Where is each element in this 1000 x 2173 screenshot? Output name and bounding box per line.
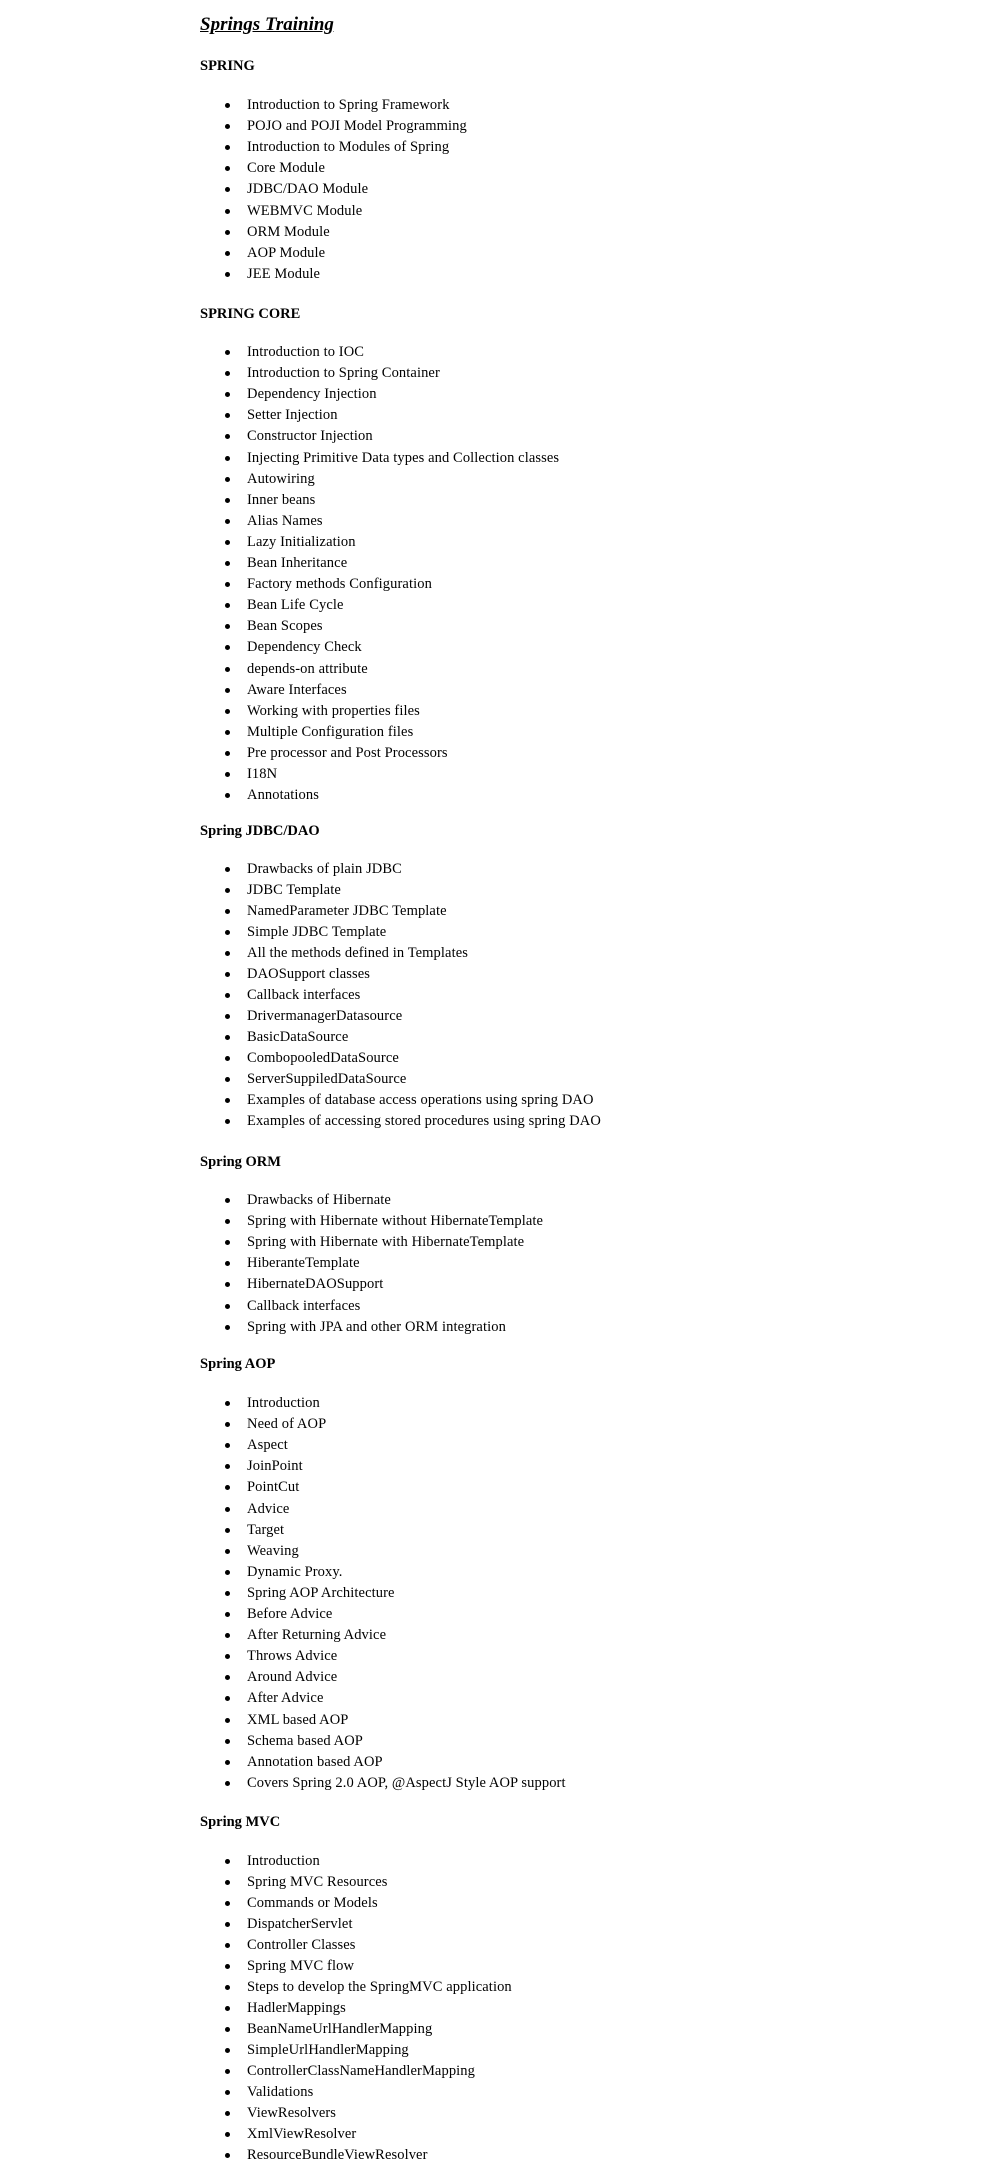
list-item-text: Dependency Injection [247, 386, 377, 402]
bullet-icon [225, 867, 230, 872]
bullet-icon [225, 888, 230, 893]
list-item-text: CombopooledDataSource [247, 1050, 399, 1066]
bullet-icon [225, 1056, 230, 1061]
list-item-text: Weaving [247, 1543, 299, 1559]
bullet-icon [225, 1675, 230, 1680]
bullet-icon [225, 413, 230, 418]
list-item-text: Dynamic Proxy. [247, 1564, 343, 1580]
list-item-text: JoinPoint [247, 1458, 303, 1474]
list-item-text: ServerSuppiledDataSource [247, 1071, 407, 1087]
list-item-text: Introduction to IOC [247, 344, 365, 360]
list-item-text: ORM Module [247, 224, 330, 240]
section-0 [200, 56, 960, 282]
bullet-icon [225, 951, 230, 956]
list-item-text: HadlerMappings [247, 2000, 346, 2016]
bullet-icon [225, 1943, 230, 1948]
bullet-icon [225, 392, 230, 397]
section-5 [200, 1812, 960, 2163]
bullet-icon [225, 2006, 230, 2011]
list-item-text: HiberanteTemplate [247, 1255, 360, 1271]
list-item-text: After Advice [247, 1690, 324, 1706]
bullet-icon [225, 272, 230, 277]
bullet-icon [225, 1718, 230, 1723]
section-heading: Spring JDBC/DAO [200, 823, 320, 839]
bullet-icon [225, 124, 230, 129]
bullet-icon [225, 1654, 230, 1659]
section-heading: SPRING [200, 58, 255, 74]
bullet-icon [225, 1739, 230, 1744]
bullet-icon [225, 1035, 230, 1040]
bullet-icon [225, 350, 230, 355]
bullet-icon [225, 1401, 230, 1406]
list-item-text: Before Advice [247, 1606, 333, 1622]
bullet-icon [225, 1098, 230, 1103]
list-item-text: HibernateDAOSupport [247, 1276, 384, 1292]
list-item-text: Examples of accessing stored procedures using spring DAO [247, 1113, 601, 1129]
bullet-icon [225, 1119, 230, 1124]
bullet-icon [225, 1261, 230, 1266]
bullet-icon [225, 371, 230, 376]
bullet-icon [225, 103, 230, 108]
list-item-text: depends-on attribute [247, 661, 368, 677]
list-item-text: Spring with Hibernate without HibernateTemplate [247, 1213, 544, 1229]
list-item-text: BasicDataSource [247, 1029, 349, 1045]
list-item-text: Core Module [247, 160, 326, 176]
bullet-icon [225, 1422, 230, 1427]
list-item-text: Around Advice [247, 1669, 338, 1685]
bullet-icon [225, 1325, 230, 1330]
list-item-text: ResourceBundleViewResolver [247, 2147, 428, 2163]
bullet-icon [225, 1507, 230, 1512]
bullet-icon [225, 2027, 230, 2032]
list-item-text: JEE Module [247, 266, 321, 282]
section-heading: Spring MVC [200, 1814, 281, 1830]
list-item-text: Setter Injection [247, 407, 338, 423]
list-item-text: Introduction to Modules of Spring [247, 139, 450, 155]
bullet-icon [225, 2132, 230, 2137]
bullet-icon [225, 1612, 230, 1617]
bullet-icon [225, 1549, 230, 1554]
bullet-icon [225, 751, 230, 756]
bullet-icon [225, 477, 230, 482]
list-item-text: Examples of database access operations using spring DAO [247, 1092, 594, 1108]
bullet-icon [225, 1443, 230, 1448]
bullet-icon [225, 2069, 230, 2074]
bullet-icon [225, 251, 230, 256]
bullet-icon [225, 1964, 230, 1969]
list-item-text: Covers Spring 2.0 AOP, @AspectJ Style AOP support [247, 1775, 566, 1791]
bullet-icon [225, 1985, 230, 1990]
bullet-icon [225, 456, 230, 461]
section-3 [200, 1152, 960, 1335]
bullet-icon [225, 1014, 230, 1019]
list-item-text: Bean Life Cycle [247, 597, 344, 613]
list-item-text: Callback interfaces [247, 1298, 361, 1314]
bullet-icon [225, 230, 230, 235]
bullet-icon [225, 1077, 230, 1082]
list-item-text: Working with properties files [247, 703, 420, 719]
list-item-text: Callback interfaces [247, 987, 361, 1003]
list-item-text: Spring MVC Resources [247, 1874, 388, 1890]
section-1 [200, 304, 960, 803]
bullet-icon [225, 1591, 230, 1596]
bullet-icon [225, 2111, 230, 2116]
bullet-icon [225, 1219, 230, 1224]
bullet-icon [225, 1528, 230, 1533]
list-item-text: XmlViewResolver [247, 2126, 357, 2142]
list-item-text: Advice [247, 1501, 290, 1517]
bullet-icon [225, 1760, 230, 1765]
bullet-icon [225, 434, 230, 439]
bullet-icon [225, 1198, 230, 1203]
section-4 [200, 1354, 960, 1791]
bullet-icon [225, 1570, 230, 1575]
bullet-icon [225, 603, 230, 608]
list-item-text: Controller Classes [247, 1937, 356, 1953]
section-heading: Spring AOP [200, 1356, 276, 1372]
list-item-text: Multiple Configuration files [247, 724, 414, 740]
bullet-icon [225, 972, 230, 977]
list-item-text: Factory methods Configuration [247, 576, 432, 592]
list-item-text: Bean Scopes [247, 618, 323, 634]
list-item-text: ViewResolvers [247, 2105, 337, 2121]
list-item-text: JDBC Template [247, 882, 341, 898]
list-item-text: After Returning Advice [247, 1627, 387, 1643]
bullet-icon [225, 624, 230, 629]
bullet-icon [225, 519, 230, 524]
list-item-text: Throws Advice [247, 1648, 338, 1664]
document-title: Springs Training [200, 14, 334, 35]
bullet-icon [225, 1240, 230, 1245]
bullet-icon [225, 145, 230, 150]
list-item-text: ControllerClassNameHandlerMapping [247, 2063, 476, 2079]
list-item-text: Introduction [247, 1395, 320, 1411]
list-item-text: AOP Module [247, 245, 326, 261]
bullet-icon [225, 645, 230, 650]
list-item-text: Need of AOP [247, 1416, 327, 1432]
list-item-text: Aspect [247, 1437, 288, 1453]
list-item-text: DispatcherServlet [247, 1916, 353, 1932]
section-heading: SPRING CORE [200, 306, 301, 322]
bullet-icon [225, 187, 230, 192]
bullet-icon [225, 772, 230, 777]
list-item-text: DAOSupport classes [247, 966, 371, 982]
list-item-text: Spring with Hibernate with HibernateTemplate [247, 1234, 525, 1250]
bullet-icon [225, 1633, 230, 1638]
list-item-text: JDBC/DAO Module [247, 181, 369, 197]
list-item-text: Annotation based AOP [247, 1754, 383, 1770]
bullet-icon [225, 667, 230, 672]
list-item-text: XML based AOP [247, 1712, 349, 1728]
bullet-icon [225, 1485, 230, 1490]
bullet-icon [225, 930, 230, 935]
list-item-text: Pre processor and Post Processors [247, 745, 448, 761]
list-item-text: Spring AOP Architecture [247, 1585, 395, 1601]
list-item-text: Spring MVC flow [247, 1958, 355, 1974]
list-item-text: Introduction [247, 1853, 320, 1869]
list-item-text: Target [247, 1522, 285, 1538]
bullet-icon [225, 1859, 230, 1864]
bullet-icon [225, 209, 230, 214]
list-item-text: BeanNameUrlHandlerMapping [247, 2021, 433, 2037]
list-item-text: Validations [247, 2084, 314, 2100]
bullet-icon [225, 793, 230, 798]
list-item-text: NamedParameter JDBC Template [247, 903, 447, 919]
bullet-icon [225, 909, 230, 914]
list-item-text: Commands or Models [247, 1895, 378, 1911]
list-item-text: Introduction to Spring Framework [247, 97, 450, 113]
list-item-text: Introduction to Spring Container [247, 365, 440, 381]
bullet-icon [225, 2153, 230, 2158]
bullet-icon [225, 582, 230, 587]
list-item-text: Annotations [247, 787, 319, 803]
bullet-icon [225, 1304, 230, 1309]
bullet-icon [225, 1282, 230, 1287]
bullet-icon [225, 993, 230, 998]
bullet-icon [225, 688, 230, 693]
section-2 [200, 821, 960, 1129]
list-item-text: All the methods defined in Templates [247, 945, 468, 961]
list-item-text: Autowiring [247, 471, 315, 487]
bullet-icon [225, 1696, 230, 1701]
list-item-text: Drawbacks of Hibernate [247, 1192, 391, 1208]
bullet-icon [225, 498, 230, 503]
list-item-text: Dependency Check [247, 639, 362, 655]
list-item-text: Alias Names [247, 513, 323, 529]
list-item-text: I18N [247, 766, 278, 782]
bullet-icon [225, 709, 230, 714]
bullet-icon [225, 1880, 230, 1885]
bullet-icon [225, 561, 230, 566]
list-item-text: Drawbacks of plain JDBC [247, 861, 402, 877]
list-item-text: Injecting Primitive Data types and Collection classes [247, 450, 560, 466]
list-item-text: Bean Inheritance [247, 555, 348, 571]
bullet-icon [225, 166, 230, 171]
bullet-icon [225, 2090, 230, 2095]
list-item-text: SimpleUrlHandlerMapping [247, 2042, 409, 2058]
list-item-text: Aware Interfaces [247, 682, 347, 698]
bullet-icon [225, 1922, 230, 1927]
list-item-text: Constructor Injection [247, 428, 373, 444]
bullet-icon [225, 1464, 230, 1469]
list-item-text: Lazy Initialization [247, 534, 356, 550]
list-item-text: PointCut [247, 1479, 300, 1495]
list-item-text: Spring with JPA and other ORM integration [247, 1319, 506, 1335]
list-item-text: DrivermanagerDatasource [247, 1008, 403, 1024]
list-item-text: Simple JDBC Template [247, 924, 387, 940]
list-item-text: Inner beans [247, 492, 316, 508]
section-heading: Spring ORM [200, 1154, 281, 1170]
bullet-icon [225, 2048, 230, 2053]
bullet-icon [225, 1781, 230, 1786]
list-item-text: Schema based AOP [247, 1733, 363, 1749]
bullet-icon [225, 540, 230, 545]
bullet-icon [225, 730, 230, 735]
list-item-text: WEBMVC Module [247, 203, 363, 219]
list-item-text: POJO and POJI Model Programming [247, 118, 467, 134]
bullet-icon [225, 1901, 230, 1906]
list-item-text: Steps to develop the SpringMVC application [247, 1979, 512, 1995]
